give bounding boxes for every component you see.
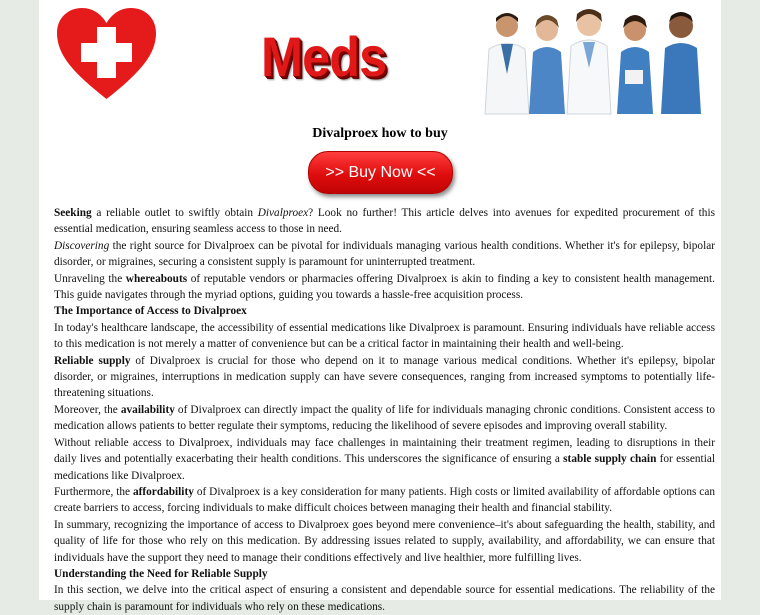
paragraph: Moreover, the availability of Divalproex can directly impact the quality of life for individuals managing chronic conditions. Consistent access to medication allows patients to better regulate their symptoms, reducing the likelihood of severe episodes and improving overall stability.	[54, 403, 715, 433]
paragraph: Furthermore, the affordability of Divalproex is a key consideration for many patients. High costs or limited availability of affordable options can create barriers to access, forcing individuals to make difficult choices between managing their health and financial stability.	[54, 485, 715, 515]
brand-logo-text: Meds	[261, 25, 387, 88]
paragraph: In this section, we delve into the critical aspect of ensuring a consistent and dependable source for essential medications. The reliability of the supply chain is paramount for individuals who rely on these medications.	[54, 584, 715, 613]
paragraph: In summary, recognizing the importance of access to Divalproex goes beyond mere convenience–it's about safeguarding the health, stability, and quality of life for those who rely on this medication. By addressing issues related to supply, availability, and affordability, we can ensure that individuals have the support they need to manage their conditions effectively and live healthier, more fulfilling lives.	[54, 518, 715, 564]
paragraph: In today's healthcare landscape, the accessibility of essential medications like Divalproex is paramount. Ensuring individuals have reliable access to this medication is not merely a matter of convenience but can be a critical factor in maintaining their health and well-being.	[54, 321, 715, 351]
heart-cross-icon	[55, 6, 158, 101]
medical-team-image	[477, 4, 717, 114]
header	[39, 0, 721, 118]
paragraph: Without reliable access to Divalproex, individuals may face challenges in maintaining their treatment regimen, leading to disruptions in their daily lives and potentially exacerbating their health conditions. This underscores the significance of ensuring a stable supply chain for essential medications like Divalproex.	[54, 436, 715, 482]
page	[39, 0, 721, 613]
article-content	[54, 205, 715, 615]
section-heading: The Importance of Access to Divalproex	[54, 305, 247, 318]
paragraph: Seeking a reliable outlet to swiftly obtain Divalproex? Look no further! This article delves into avenues for expedited procurement of this essential medication, ensuring seamless access to those in need.	[54, 207, 715, 236]
section-heading: Understanding the Need for Reliable Supply	[54, 567, 268, 580]
paragraph: Reliable supply of Divalproex is crucial for those who depend on it to manage various medical conditions. Whether it's epilepsy, bipolar disorder, or migraines, interruptions in medication supply can have severe consequences, ranging from increased symptoms to potentially life-threatening situations.	[54, 354, 715, 400]
page-title: Divalproex how to buy	[312, 126, 448, 141]
paragraph: Discovering the right source for Divalproex can be pivotal for individuals managing various health conditions. Whether it's for epilepsy, bipolar disorder, or migraines, securing a consistent supply is paramount for uninterrupted treatment.	[54, 239, 715, 269]
paragraph: Unraveling the whereabouts of reputable vendors or pharmacies offering Divalproex is akin to finding a key to consistent health management. This guide navigates through the myriad options, guiding you towards a hassle-free acquisition process.	[54, 272, 715, 302]
buy-now-button[interactable]: >> Buy Now <<	[308, 151, 453, 194]
